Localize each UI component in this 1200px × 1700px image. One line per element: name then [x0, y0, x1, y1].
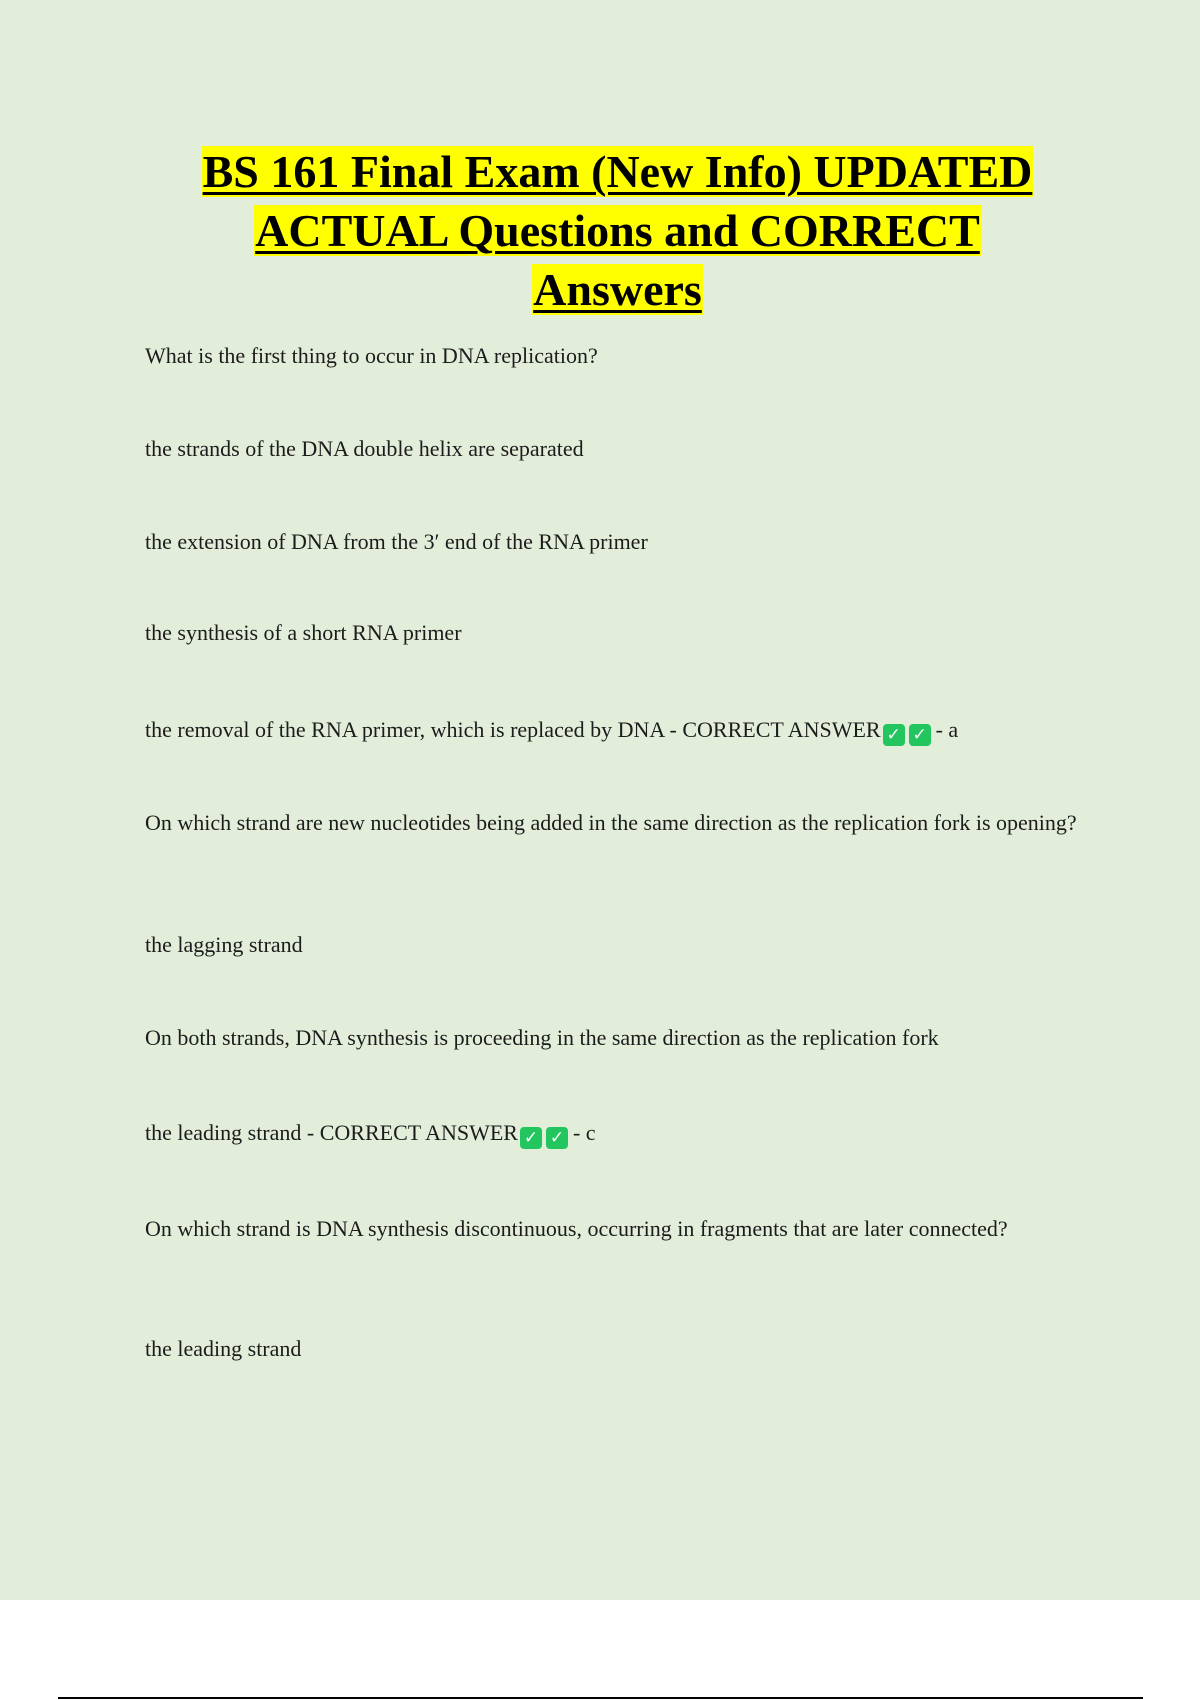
- answer-1: [145, 714, 1090, 746]
- check-mark-icon: ✓: [520, 1127, 542, 1149]
- title-line-3: Answers: [533, 264, 702, 315]
- answer-2-suffix: - c: [572, 1120, 596, 1145]
- option-3a-text: the leading strand: [145, 1336, 302, 1361]
- question-2: [145, 807, 1090, 838]
- title-line-1: BS 161 Final Exam (New Info) UPDATED: [202, 146, 1033, 197]
- question-3: [145, 1213, 1090, 1244]
- document-title: [150, 142, 1085, 319]
- answer-2: [145, 1117, 1090, 1149]
- option-1a-text: the strands of the DNA double helix are separated: [145, 436, 584, 461]
- option-2a-text: the lagging strand: [145, 932, 303, 957]
- option-1a: [145, 433, 1090, 464]
- check-mark-icon: ✓: [909, 724, 931, 746]
- question-1: [145, 340, 1090, 371]
- option-1c-text: the synthesis of a short RNA primer: [145, 620, 462, 645]
- option-2a: [145, 929, 1090, 960]
- question-1-text: What is the first thing to occur in DNA replication?: [145, 343, 598, 368]
- option-1b: [145, 526, 1090, 557]
- option-2b-text: On both strands, DNA synthesis is proceeding in the same direction as the replication fork: [145, 1025, 939, 1050]
- option-2b: [145, 1022, 1090, 1053]
- option-1b-text: the extension of DNA from the 3′ end of the RNA primer: [145, 529, 648, 554]
- answer-1-text: the removal of the RNA primer, which is replaced by DNA - CORRECT ANSWER: [145, 717, 881, 742]
- answer-2-text: the leading strand - CORRECT ANSWER: [145, 1120, 518, 1145]
- check-mark-icon: ✓: [883, 724, 905, 746]
- question-3-text: On which strand is DNA synthesis discontinuous, occurring in fragments that are later connected?: [145, 1216, 1008, 1241]
- option-3a: [145, 1333, 1090, 1364]
- answer-1-suffix: - a: [935, 717, 959, 742]
- title-line-2: ACTUAL Questions and CORRECT: [255, 205, 980, 256]
- footer-divider: [58, 1697, 1143, 1699]
- check-mark-icon: ✓: [546, 1127, 568, 1149]
- question-2-text: On which strand are new nucleotides being added in the same direction as the replication fork is opening?: [145, 810, 1077, 835]
- option-1c: [145, 617, 1090, 648]
